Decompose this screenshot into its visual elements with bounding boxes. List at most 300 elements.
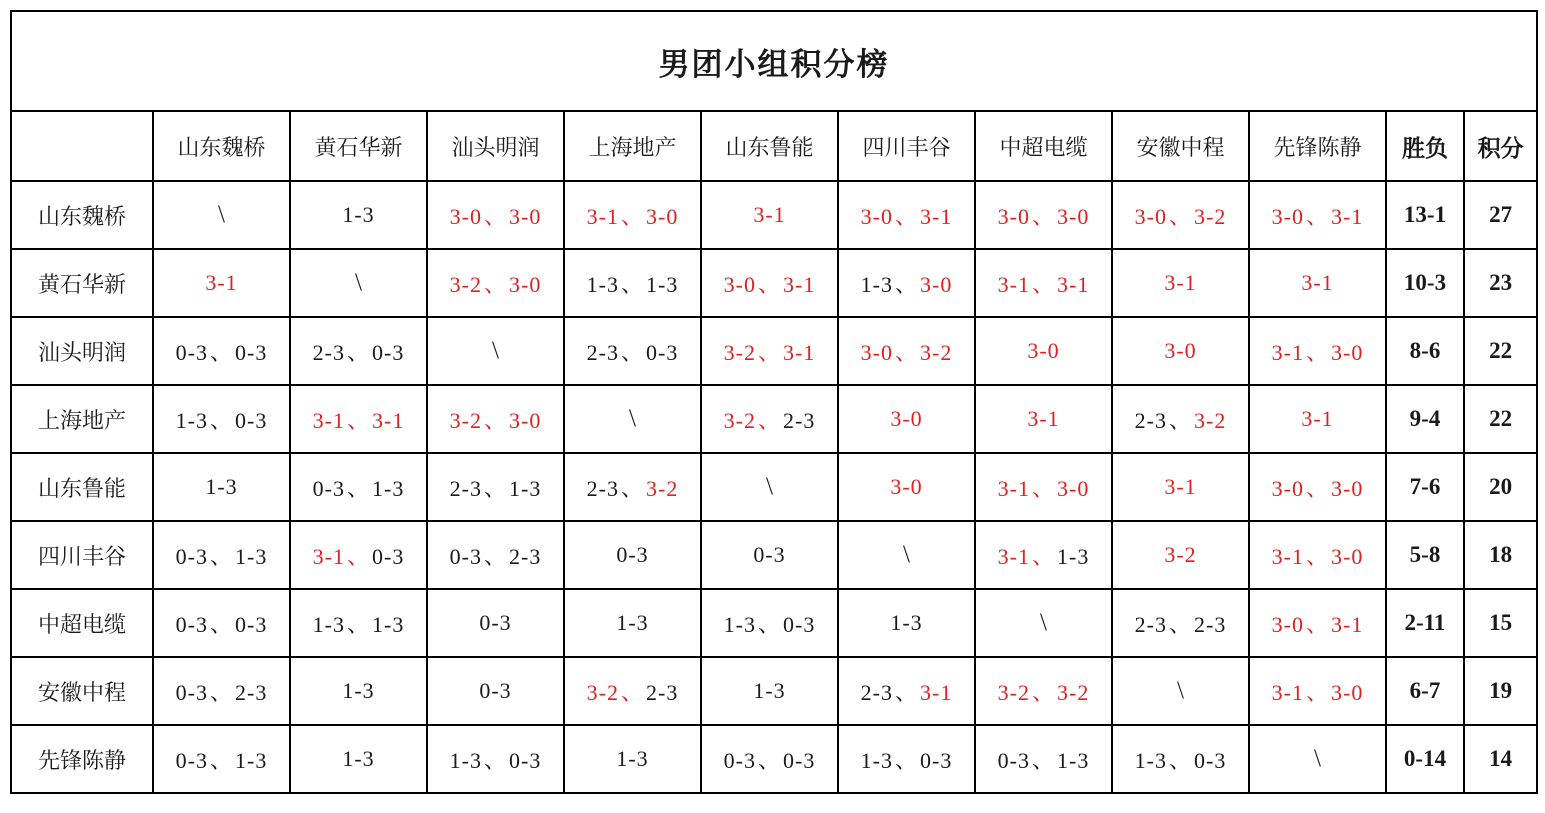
score-separator: 、 <box>1305 339 1328 365</box>
standings-table-body <box>11 181 1537 793</box>
score-value: 0-3 <box>312 475 345 501</box>
score-separator: 、 <box>1168 747 1191 773</box>
score-cell <box>427 589 564 657</box>
score-cell <box>1112 657 1249 725</box>
column-header-team: 上海地产 <box>564 111 701 181</box>
score-cell <box>427 657 564 725</box>
score-cell <box>290 181 427 249</box>
score-cell <box>153 181 290 249</box>
score-value: 3-0 <box>1271 203 1304 229</box>
score-cell <box>701 453 838 521</box>
score-cell <box>975 249 1112 317</box>
score-separator: 、 <box>1305 679 1328 705</box>
score-cell <box>701 521 838 589</box>
points-cell: 14 <box>1464 725 1537 793</box>
winloss-cell: 13-1 <box>1386 181 1464 249</box>
score-cell <box>1249 249 1386 317</box>
score-value: 2-3 <box>586 475 619 501</box>
points-cell: 27 <box>1464 181 1537 249</box>
score-cell <box>975 521 1112 589</box>
score-value: 3-2 <box>1057 679 1090 705</box>
score-value: 3-1 <box>1027 406 1060 431</box>
score-value: 3-1 <box>1271 339 1304 365</box>
score-value: 3-0 <box>890 474 923 499</box>
score-cell <box>1249 725 1386 793</box>
score-cell <box>701 725 838 793</box>
score-value: 2-3 <box>586 339 619 365</box>
score-value: 3-0 <box>997 203 1030 229</box>
score-separator: 、 <box>483 203 506 229</box>
score-separator: 、 <box>620 203 643 229</box>
score-separator: 、 <box>620 339 643 365</box>
score-cell <box>153 725 290 793</box>
score-value: 2-3 <box>1134 407 1167 433</box>
score-cell <box>153 453 290 521</box>
row-header-team: 四川丰谷 <box>11 521 153 589</box>
score-cell <box>701 589 838 657</box>
score-value: 3-0 <box>920 271 953 297</box>
score-value: 0-3 <box>449 543 482 569</box>
score-separator: 、 <box>757 271 780 297</box>
column-header-team: 汕头明润 <box>427 111 564 181</box>
row-header-team: 汕头明润 <box>11 317 153 385</box>
score-value: 3-0 <box>1331 475 1364 501</box>
score-value: 3-1 <box>1331 611 1364 637</box>
score-value: 1-3 <box>372 475 405 501</box>
score-value: 1-3 <box>1057 747 1090 773</box>
table-row <box>11 657 1537 725</box>
score-cell <box>1249 589 1386 657</box>
score-cell <box>1112 249 1249 317</box>
score-cell <box>1249 385 1386 453</box>
score-value: 3-1 <box>586 203 619 229</box>
score-value: 1-3 <box>753 678 786 703</box>
score-cell <box>701 317 838 385</box>
score-value: 0-3 <box>175 679 208 705</box>
table-row <box>11 317 1537 385</box>
score-value: 3-1 <box>1301 406 1334 431</box>
score-cell <box>975 317 1112 385</box>
score-separator: 、 <box>346 407 369 433</box>
column-header-points: 积分 <box>1464 111 1537 181</box>
score-cell <box>838 385 975 453</box>
score-value: 0-3 <box>372 339 405 365</box>
score-separator: 、 <box>757 407 780 433</box>
score-cell <box>838 317 975 385</box>
score-value: 3-0 <box>509 203 542 229</box>
score-value: 1-3 <box>372 611 405 637</box>
score-value: 2-3 <box>449 475 482 501</box>
diagonal-mark: \ <box>629 405 636 432</box>
diagonal-mark: \ <box>766 473 773 500</box>
winloss-cell: 0-14 <box>1386 725 1464 793</box>
score-separator: 、 <box>346 611 369 637</box>
score-cell <box>427 453 564 521</box>
score-value: 3-1 <box>783 339 816 365</box>
score-cell <box>290 657 427 725</box>
score-value: 3-0 <box>509 271 542 297</box>
score-cell <box>427 181 564 249</box>
score-cell <box>1249 453 1386 521</box>
score-separator: 、 <box>620 475 643 501</box>
score-separator: 、 <box>346 475 369 501</box>
score-value: 0-3 <box>616 542 649 567</box>
score-cell <box>1249 317 1386 385</box>
score-value: 3-0 <box>1027 338 1060 363</box>
score-separator: 、 <box>1031 271 1054 297</box>
column-header-team: 中超电缆 <box>975 111 1112 181</box>
score-separator: 、 <box>894 203 917 229</box>
score-value: 3-0 <box>1331 679 1364 705</box>
score-value: 0-3 <box>372 543 405 569</box>
score-cell <box>975 589 1112 657</box>
corner-cell <box>11 111 153 181</box>
points-cell: 22 <box>1464 385 1537 453</box>
score-value: 1-3 <box>312 611 345 637</box>
table-row <box>11 589 1537 657</box>
score-value: 3-2 <box>723 339 756 365</box>
score-value: 0-3 <box>175 339 208 365</box>
score-cell <box>1112 317 1249 385</box>
row-header-team: 黄石华新 <box>11 249 153 317</box>
score-separator: 、 <box>209 543 232 569</box>
score-separator: 、 <box>1031 747 1054 773</box>
column-header-team: 安徽中程 <box>1112 111 1249 181</box>
score-cell <box>1112 453 1249 521</box>
score-value: 3-1 <box>205 270 238 295</box>
score-value: 3-1 <box>1164 474 1197 499</box>
score-separator: 、 <box>209 407 232 433</box>
score-value: 1-3 <box>205 474 238 499</box>
score-cell <box>701 249 838 317</box>
score-separator: 、 <box>1168 203 1191 229</box>
score-cell <box>564 385 701 453</box>
score-cell <box>564 657 701 725</box>
score-value: 2-3 <box>235 679 268 705</box>
title-row <box>11 11 1537 111</box>
score-value: 2-3 <box>1134 611 1167 637</box>
score-separator: 、 <box>894 679 917 705</box>
score-value: 2-3 <box>1194 611 1227 637</box>
score-value: 3-1 <box>1164 270 1197 295</box>
score-value: 3-0 <box>1331 543 1364 569</box>
score-cell <box>564 181 701 249</box>
points-cell: 18 <box>1464 521 1537 589</box>
score-cell <box>427 385 564 453</box>
table-row <box>11 385 1537 453</box>
score-value: 3-1 <box>372 407 405 433</box>
score-cell <box>564 725 701 793</box>
score-value: 3-0 <box>1164 338 1197 363</box>
score-separator: 、 <box>209 679 232 705</box>
score-value: 2-3 <box>646 679 679 705</box>
score-value: 1-3 <box>860 747 893 773</box>
score-cell <box>427 725 564 793</box>
diagonal-mark: \ <box>1040 609 1047 636</box>
score-value: 2-3 <box>509 543 542 569</box>
score-cell <box>290 249 427 317</box>
score-separator: 、 <box>757 611 780 637</box>
score-separator: 、 <box>346 543 369 569</box>
page-title: 男团小组积分榜 <box>11 11 1537 111</box>
score-value: 3-2 <box>449 271 482 297</box>
table-row <box>11 725 1537 793</box>
score-separator: 、 <box>1305 611 1328 637</box>
score-separator: 、 <box>483 747 506 773</box>
score-cell <box>564 249 701 317</box>
points-cell: 15 <box>1464 589 1537 657</box>
score-cell <box>153 317 290 385</box>
score-value: 1-3 <box>342 746 375 771</box>
row-header-team: 中超电缆 <box>11 589 153 657</box>
score-separator: 、 <box>1305 203 1328 229</box>
score-value: 3-0 <box>1271 611 1304 637</box>
row-header-team: 山东鲁能 <box>11 453 153 521</box>
score-cell <box>290 385 427 453</box>
score-value: 3-1 <box>753 202 786 227</box>
score-cell <box>701 181 838 249</box>
score-cell <box>427 317 564 385</box>
winloss-cell: 6-7 <box>1386 657 1464 725</box>
score-cell <box>838 657 975 725</box>
score-value: 3-0 <box>1331 339 1364 365</box>
table-row <box>11 521 1537 589</box>
score-cell <box>564 317 701 385</box>
score-value: 3-1 <box>997 271 1030 297</box>
score-value: 0-3 <box>783 747 816 773</box>
score-cell <box>1112 725 1249 793</box>
score-value: 3-0 <box>1057 475 1090 501</box>
score-cell <box>290 453 427 521</box>
score-cell <box>153 249 290 317</box>
score-cell <box>290 521 427 589</box>
score-cell <box>427 521 564 589</box>
score-value: 1-3 <box>723 611 756 637</box>
score-value: 1-3 <box>342 202 375 227</box>
score-value: 3-1 <box>1331 203 1364 229</box>
score-value: 1-3 <box>449 747 482 773</box>
winloss-cell: 8-6 <box>1386 317 1464 385</box>
score-cell <box>838 181 975 249</box>
winloss-cell: 5-8 <box>1386 521 1464 589</box>
score-value: 0-3 <box>235 611 268 637</box>
column-header-team: 山东鲁能 <box>701 111 838 181</box>
table-row <box>11 249 1537 317</box>
score-cell <box>975 725 1112 793</box>
score-value: 1-3 <box>235 543 268 569</box>
score-value: 0-3 <box>997 747 1030 773</box>
score-cell <box>1249 181 1386 249</box>
score-cell <box>1112 521 1249 589</box>
score-cell <box>838 589 975 657</box>
score-value: 2-3 <box>860 679 893 705</box>
score-separator: 、 <box>1031 475 1054 501</box>
score-value: 3-0 <box>646 203 679 229</box>
winloss-cell: 2-11 <box>1386 589 1464 657</box>
score-cell <box>838 725 975 793</box>
score-cell <box>1112 181 1249 249</box>
score-separator: 、 <box>483 407 506 433</box>
points-cell: 23 <box>1464 249 1537 317</box>
score-separator: 、 <box>1031 203 1054 229</box>
score-value: 0-3 <box>479 610 512 635</box>
score-value: 0-3 <box>723 747 756 773</box>
diagonal-mark: \ <box>903 541 910 568</box>
score-separator: 、 <box>483 475 506 501</box>
winloss-cell: 9-4 <box>1386 385 1464 453</box>
score-value: 0-3 <box>479 678 512 703</box>
score-value: 3-2 <box>1194 407 1227 433</box>
score-value: 3-0 <box>723 271 756 297</box>
points-cell: 20 <box>1464 453 1537 521</box>
score-cell <box>1112 589 1249 657</box>
score-cell <box>290 317 427 385</box>
score-cell <box>427 249 564 317</box>
score-separator: 、 <box>894 271 917 297</box>
score-value: 1-3 <box>342 678 375 703</box>
score-value: 1-3 <box>616 610 649 635</box>
score-separator: 、 <box>894 747 917 773</box>
row-header-team: 先锋陈静 <box>11 725 153 793</box>
score-value: 0-3 <box>175 611 208 637</box>
table-row <box>11 181 1537 249</box>
score-value: 1-3 <box>509 475 542 501</box>
winloss-cell: 10-3 <box>1386 249 1464 317</box>
score-cell <box>838 453 975 521</box>
score-value: 1-3 <box>235 747 268 773</box>
diagonal-mark: \ <box>355 269 362 296</box>
score-value: 3-1 <box>783 271 816 297</box>
score-cell <box>975 657 1112 725</box>
score-cell <box>153 521 290 589</box>
score-value: 3-1 <box>997 475 1030 501</box>
score-separator: 、 <box>1168 611 1191 637</box>
score-value: 0-3 <box>235 407 268 433</box>
score-cell <box>701 385 838 453</box>
row-header-team: 上海地产 <box>11 385 153 453</box>
score-value: 3-1 <box>1301 270 1334 295</box>
score-separator: 、 <box>1305 475 1328 501</box>
score-separator: 、 <box>1305 543 1328 569</box>
score-value: 0-3 <box>920 747 953 773</box>
score-separator: 、 <box>1168 407 1191 433</box>
score-value: 0-3 <box>753 542 786 567</box>
score-value: 1-3 <box>860 271 893 297</box>
score-value: 3-0 <box>1057 203 1090 229</box>
score-value: 1-3 <box>890 610 923 635</box>
score-cell <box>290 725 427 793</box>
score-cell <box>975 181 1112 249</box>
column-header-team: 山东魏桥 <box>153 111 290 181</box>
score-separator: 、 <box>620 679 643 705</box>
diagonal-mark: \ <box>492 337 499 364</box>
score-cell <box>1249 521 1386 589</box>
score-value: 3-2 <box>723 407 756 433</box>
score-cell <box>564 453 701 521</box>
score-cell <box>975 453 1112 521</box>
score-value: 3-0 <box>860 339 893 365</box>
score-value: 3-2 <box>586 679 619 705</box>
header-row <box>11 111 1537 181</box>
score-value: 0-3 <box>175 747 208 773</box>
score-value: 0-3 <box>235 339 268 365</box>
score-value: 1-3 <box>1134 747 1167 773</box>
score-value: 0-3 <box>783 611 816 637</box>
score-value: 1-3 <box>586 271 619 297</box>
column-header-team: 四川丰谷 <box>838 111 975 181</box>
score-value: 3-1 <box>1271 679 1304 705</box>
score-cell <box>290 589 427 657</box>
score-cell <box>1249 657 1386 725</box>
score-value: 1-3 <box>175 407 208 433</box>
score-cell <box>838 249 975 317</box>
score-separator: 、 <box>209 747 232 773</box>
diagonal-mark: \ <box>1314 745 1321 772</box>
score-cell <box>564 589 701 657</box>
score-value: 3-1 <box>1057 271 1090 297</box>
score-value: 1-3 <box>646 271 679 297</box>
score-value: 2-3 <box>783 407 816 433</box>
score-value: 0-3 <box>509 747 542 773</box>
diagonal-mark: \ <box>218 201 225 228</box>
score-value: 1-3 <box>1057 543 1090 569</box>
points-cell: 22 <box>1464 317 1537 385</box>
diagonal-mark: \ <box>1177 677 1184 704</box>
column-header-winloss: 胜负 <box>1386 111 1464 181</box>
score-cell <box>153 385 290 453</box>
score-separator: 、 <box>620 271 643 297</box>
score-separator: 、 <box>894 339 917 365</box>
score-value: 3-1 <box>312 407 345 433</box>
standings-table <box>10 10 1538 794</box>
score-separator: 、 <box>757 339 780 365</box>
score-separator: 、 <box>483 271 506 297</box>
score-value: 3-0 <box>1271 475 1304 501</box>
score-separator: 、 <box>1031 543 1054 569</box>
score-value: 3-0 <box>449 203 482 229</box>
score-cell <box>1112 385 1249 453</box>
score-separator: 、 <box>483 543 506 569</box>
score-value: 3-0 <box>509 407 542 433</box>
score-value: 0-3 <box>1194 747 1227 773</box>
score-separator: 、 <box>757 747 780 773</box>
score-value: 3-1 <box>920 679 953 705</box>
score-value: 3-0 <box>890 406 923 431</box>
score-cell <box>701 657 838 725</box>
score-value: 3-2 <box>920 339 953 365</box>
winloss-cell: 7-6 <box>1386 453 1464 521</box>
score-value: 0-3 <box>175 543 208 569</box>
score-value: 3-2 <box>449 407 482 433</box>
score-value: 3-2 <box>1194 203 1227 229</box>
score-value: 3-1 <box>312 543 345 569</box>
score-cell <box>153 657 290 725</box>
column-header-team: 黄石华新 <box>290 111 427 181</box>
score-separator: 、 <box>209 611 232 637</box>
score-separator: 、 <box>209 339 232 365</box>
score-separator: 、 <box>346 339 369 365</box>
score-separator: 、 <box>1031 679 1054 705</box>
points-cell: 19 <box>1464 657 1537 725</box>
score-cell <box>838 521 975 589</box>
score-value: 1-3 <box>616 746 649 771</box>
score-value: 0-3 <box>646 339 679 365</box>
score-value: 3-1 <box>1271 543 1304 569</box>
score-value: 3-0 <box>1134 203 1167 229</box>
row-header-team: 山东魏桥 <box>11 181 153 249</box>
score-value: 3-2 <box>997 679 1030 705</box>
table-row <box>11 453 1537 521</box>
